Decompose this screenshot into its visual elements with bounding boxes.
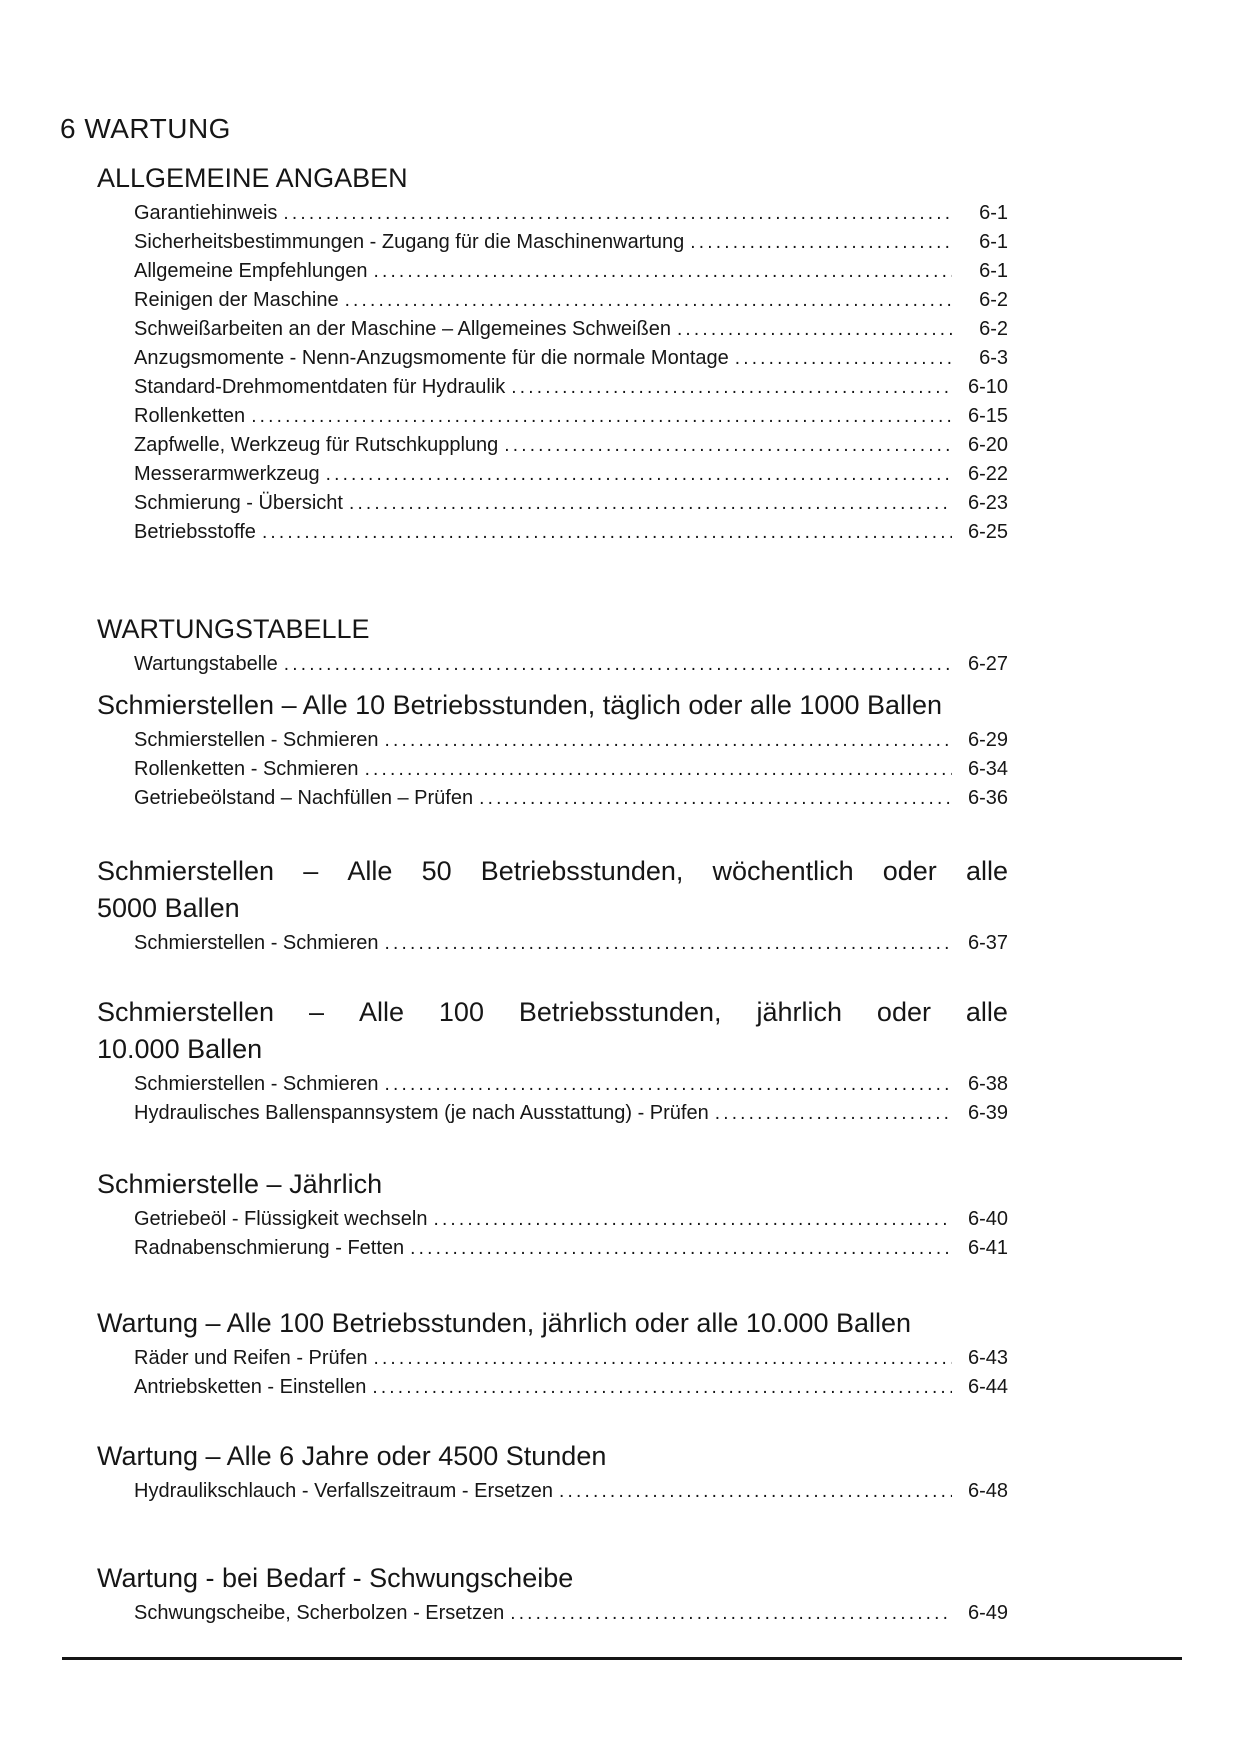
table-of-contents (97, 160, 1008, 1628)
toc-entry (134, 1599, 1008, 1628)
section-heading-line: Wartung - bei Bedarf - Schwungscheibe (97, 1563, 574, 1593)
toc-entry (134, 518, 1008, 547)
dot-leader (677, 315, 952, 344)
toc-entry (134, 286, 1008, 315)
entry-page-number: 6-1 (979, 260, 1008, 282)
entry-page-number: 6-23 (967, 492, 1008, 514)
entry-page-number: 6-27 (967, 653, 1008, 675)
toc-entry (134, 1205, 1008, 1234)
section-heading-line: Schmierstellen – Alle 100 Betriebsstunden, jährlich oder alle (97, 997, 1008, 1027)
dot-leader (345, 286, 952, 315)
toc-entry (134, 344, 1008, 373)
entry-label: Räder und Reifen - Prüfen (134, 1347, 368, 1369)
toc-entry (134, 460, 1008, 489)
entry-page-number: 6-43 (967, 1347, 1008, 1369)
toc-section (97, 1560, 1008, 1628)
toc-entry (134, 315, 1008, 344)
dot-leader (349, 489, 952, 518)
entry-page-number: 6-1 (979, 202, 1008, 224)
dot-leader (365, 755, 952, 784)
entry-label: Hydraulikschlauch - Verfallszeitraum - Ersetzen (134, 1480, 554, 1502)
dot-leader (690, 228, 952, 257)
section-entries (97, 929, 1008, 958)
dot-leader (284, 650, 952, 679)
entry-label: Messerarmwerkzeug (134, 463, 320, 485)
dot-leader (373, 1344, 952, 1373)
section-entries (97, 1599, 1008, 1628)
dot-leader (372, 1373, 952, 1402)
section-entries (97, 1070, 1008, 1128)
entry-label: Betriebsstoffe (134, 521, 256, 543)
entry-page-number: 6-10 (967, 376, 1008, 398)
section-entries (97, 650, 1008, 679)
dot-leader (385, 1070, 952, 1099)
dot-leader (326, 460, 952, 489)
section-heading-line: Schmierstellen – Alle 10 Betriebsstunden, täglich oder alle 1000 Ballen (97, 690, 943, 720)
entry-label: Sicherheitsbestimmungen - Zugang für die Maschinenwartung (134, 231, 685, 253)
entry-label: Standard-Drehmomentdaten für Hydraulik (134, 376, 506, 398)
entry-label: Getriebeölstand – Nachfüllen – Prüfen (134, 787, 474, 809)
entry-page-number: 6-15 (967, 405, 1008, 427)
toc-section (97, 994, 1008, 1128)
entry-page-number: 6-40 (967, 1208, 1008, 1230)
toc-entry (134, 373, 1008, 402)
entry-page-number: 6-39 (967, 1102, 1008, 1124)
toc-entry (134, 650, 1008, 679)
entry-label: Zapfwelle, Werkzeug für Rutschkupplung (134, 434, 499, 456)
section-heading (97, 687, 1008, 724)
toc-section (97, 853, 1008, 958)
dot-leader (262, 518, 952, 547)
footer-rule (62, 1657, 1182, 1660)
section-entries (97, 1344, 1008, 1402)
entry-page-number: 6-44 (967, 1376, 1008, 1398)
entry-label: Schmierstellen - Schmieren (134, 729, 379, 751)
section-entries (97, 1205, 1008, 1263)
section-heading (97, 160, 1008, 197)
entry-label: Hydraulisches Ballenspannsystem (je nach Ausstattung) - Prüfen (134, 1102, 709, 1124)
toc-section (97, 1438, 1008, 1506)
entry-page-number: 6-20 (967, 434, 1008, 456)
dot-leader (374, 257, 953, 286)
entry-label: Allgemeine Empfehlungen (134, 260, 368, 282)
entry-page-number: 6-2 (979, 318, 1008, 340)
toc-entry (134, 1070, 1008, 1099)
entry-page-number: 6-41 (967, 1237, 1008, 1259)
section-entries (97, 1477, 1008, 1506)
entry-page-number: 6-1 (979, 231, 1008, 253)
toc-entry (134, 1234, 1008, 1263)
dot-leader (559, 1477, 952, 1506)
chapter-title: 6 WARTUNG (60, 113, 231, 144)
toc-section (97, 1305, 1008, 1402)
section-heading-line: 10.000 Ballen (97, 1034, 263, 1064)
section-heading-line: Schmierstelle – Jährlich (97, 1169, 383, 1199)
toc-entry (134, 431, 1008, 460)
toc-entry (134, 402, 1008, 431)
dot-leader (735, 344, 952, 373)
entry-page-number: 6-34 (967, 758, 1008, 780)
entry-page-number: 6-2 (979, 289, 1008, 311)
section-entries (97, 726, 1008, 813)
toc-section (97, 160, 1008, 547)
toc-entry (134, 755, 1008, 784)
toc-entry (134, 257, 1008, 286)
dot-leader (283, 199, 952, 228)
toc-section (97, 1166, 1008, 1263)
dot-leader (504, 431, 952, 460)
entry-page-number: 6-25 (967, 521, 1008, 543)
section-heading (97, 1560, 1008, 1597)
entry-page-number: 6-48 (967, 1480, 1008, 1502)
toc-entry (134, 1373, 1008, 1402)
section-heading-line: 5000 Ballen (97, 893, 240, 923)
dot-leader (510, 1599, 952, 1628)
dot-leader (433, 1205, 952, 1234)
entry-label: Rollenketten - Schmieren (134, 758, 359, 780)
entry-page-number: 6-38 (967, 1073, 1008, 1095)
toc-entry (134, 1477, 1008, 1506)
dot-leader (385, 726, 952, 755)
toc-entry (134, 929, 1008, 958)
entry-page-number: 6-37 (967, 932, 1008, 954)
section-heading (97, 994, 1008, 1068)
dot-leader (479, 784, 952, 813)
entry-label: Schweißarbeiten an der Maschine – Allgemeines Schweißen (134, 318, 671, 340)
entry-label: Radnabenschmierung - Fetten (134, 1237, 405, 1259)
toc-entry (134, 1099, 1008, 1128)
toc-entry (134, 1344, 1008, 1373)
entry-label: Schwungscheibe, Scherbolzen - Ersetzen (134, 1602, 505, 1624)
entry-label: Schmierung - Übersicht (134, 492, 343, 514)
section-heading (97, 1166, 1008, 1203)
dot-leader (385, 929, 952, 958)
section-heading-line: Wartung – Alle 100 Betriebsstunden, jährlich oder alle 10.000 Ballen (97, 1308, 912, 1338)
section-heading-line: Schmierstellen – Alle 50 Betriebsstunden, wöchentlich oder alle (97, 856, 1008, 886)
entry-label: Anzugsmomente - Nenn-Anzugsmomente für die normale Montage (134, 347, 729, 369)
entry-label: Schmierstellen - Schmieren (134, 932, 379, 954)
entry-page-number: 6-3 (979, 347, 1008, 369)
section-heading (97, 853, 1008, 927)
toc-entry (134, 199, 1008, 228)
toc-entry (134, 726, 1008, 755)
entry-label: Antriebsketten - Einstellen (134, 1376, 367, 1398)
entry-label: Reinigen der Maschine (134, 289, 339, 311)
dot-leader (251, 402, 952, 431)
entry-label: Schmierstellen - Schmieren (134, 1073, 379, 1095)
section-heading (97, 1305, 1008, 1342)
section-entries (97, 199, 1008, 547)
toc-entry (134, 784, 1008, 813)
entry-page-number: 6-29 (967, 729, 1008, 751)
toc-entry (134, 489, 1008, 518)
entry-page-number: 6-22 (967, 463, 1008, 485)
entry-label: Garantiehinweis (134, 202, 278, 224)
section-heading (97, 611, 1008, 648)
entry-page-number: 6-49 (967, 1602, 1008, 1624)
dot-leader (511, 373, 952, 402)
entry-label: Rollenketten (134, 405, 246, 427)
toc-section (97, 687, 1008, 813)
entry-label: Getriebeöl - Flüssigkeit wechseln (134, 1208, 428, 1230)
toc-entry (134, 228, 1008, 257)
section-heading-line: Wartung – Alle 6 Jahre oder 4500 Stunden (97, 1441, 607, 1471)
section-heading-line: ALLGEMEINE ANGABEN (97, 163, 408, 193)
dot-leader (410, 1234, 952, 1263)
entry-page-number: 6-36 (967, 787, 1008, 809)
section-heading (97, 1438, 1008, 1475)
section-heading-line: WARTUNGSTABELLE (97, 614, 370, 644)
toc-section (97, 611, 1008, 679)
entry-label: Wartungstabelle (134, 653, 278, 675)
dot-leader (715, 1099, 952, 1128)
